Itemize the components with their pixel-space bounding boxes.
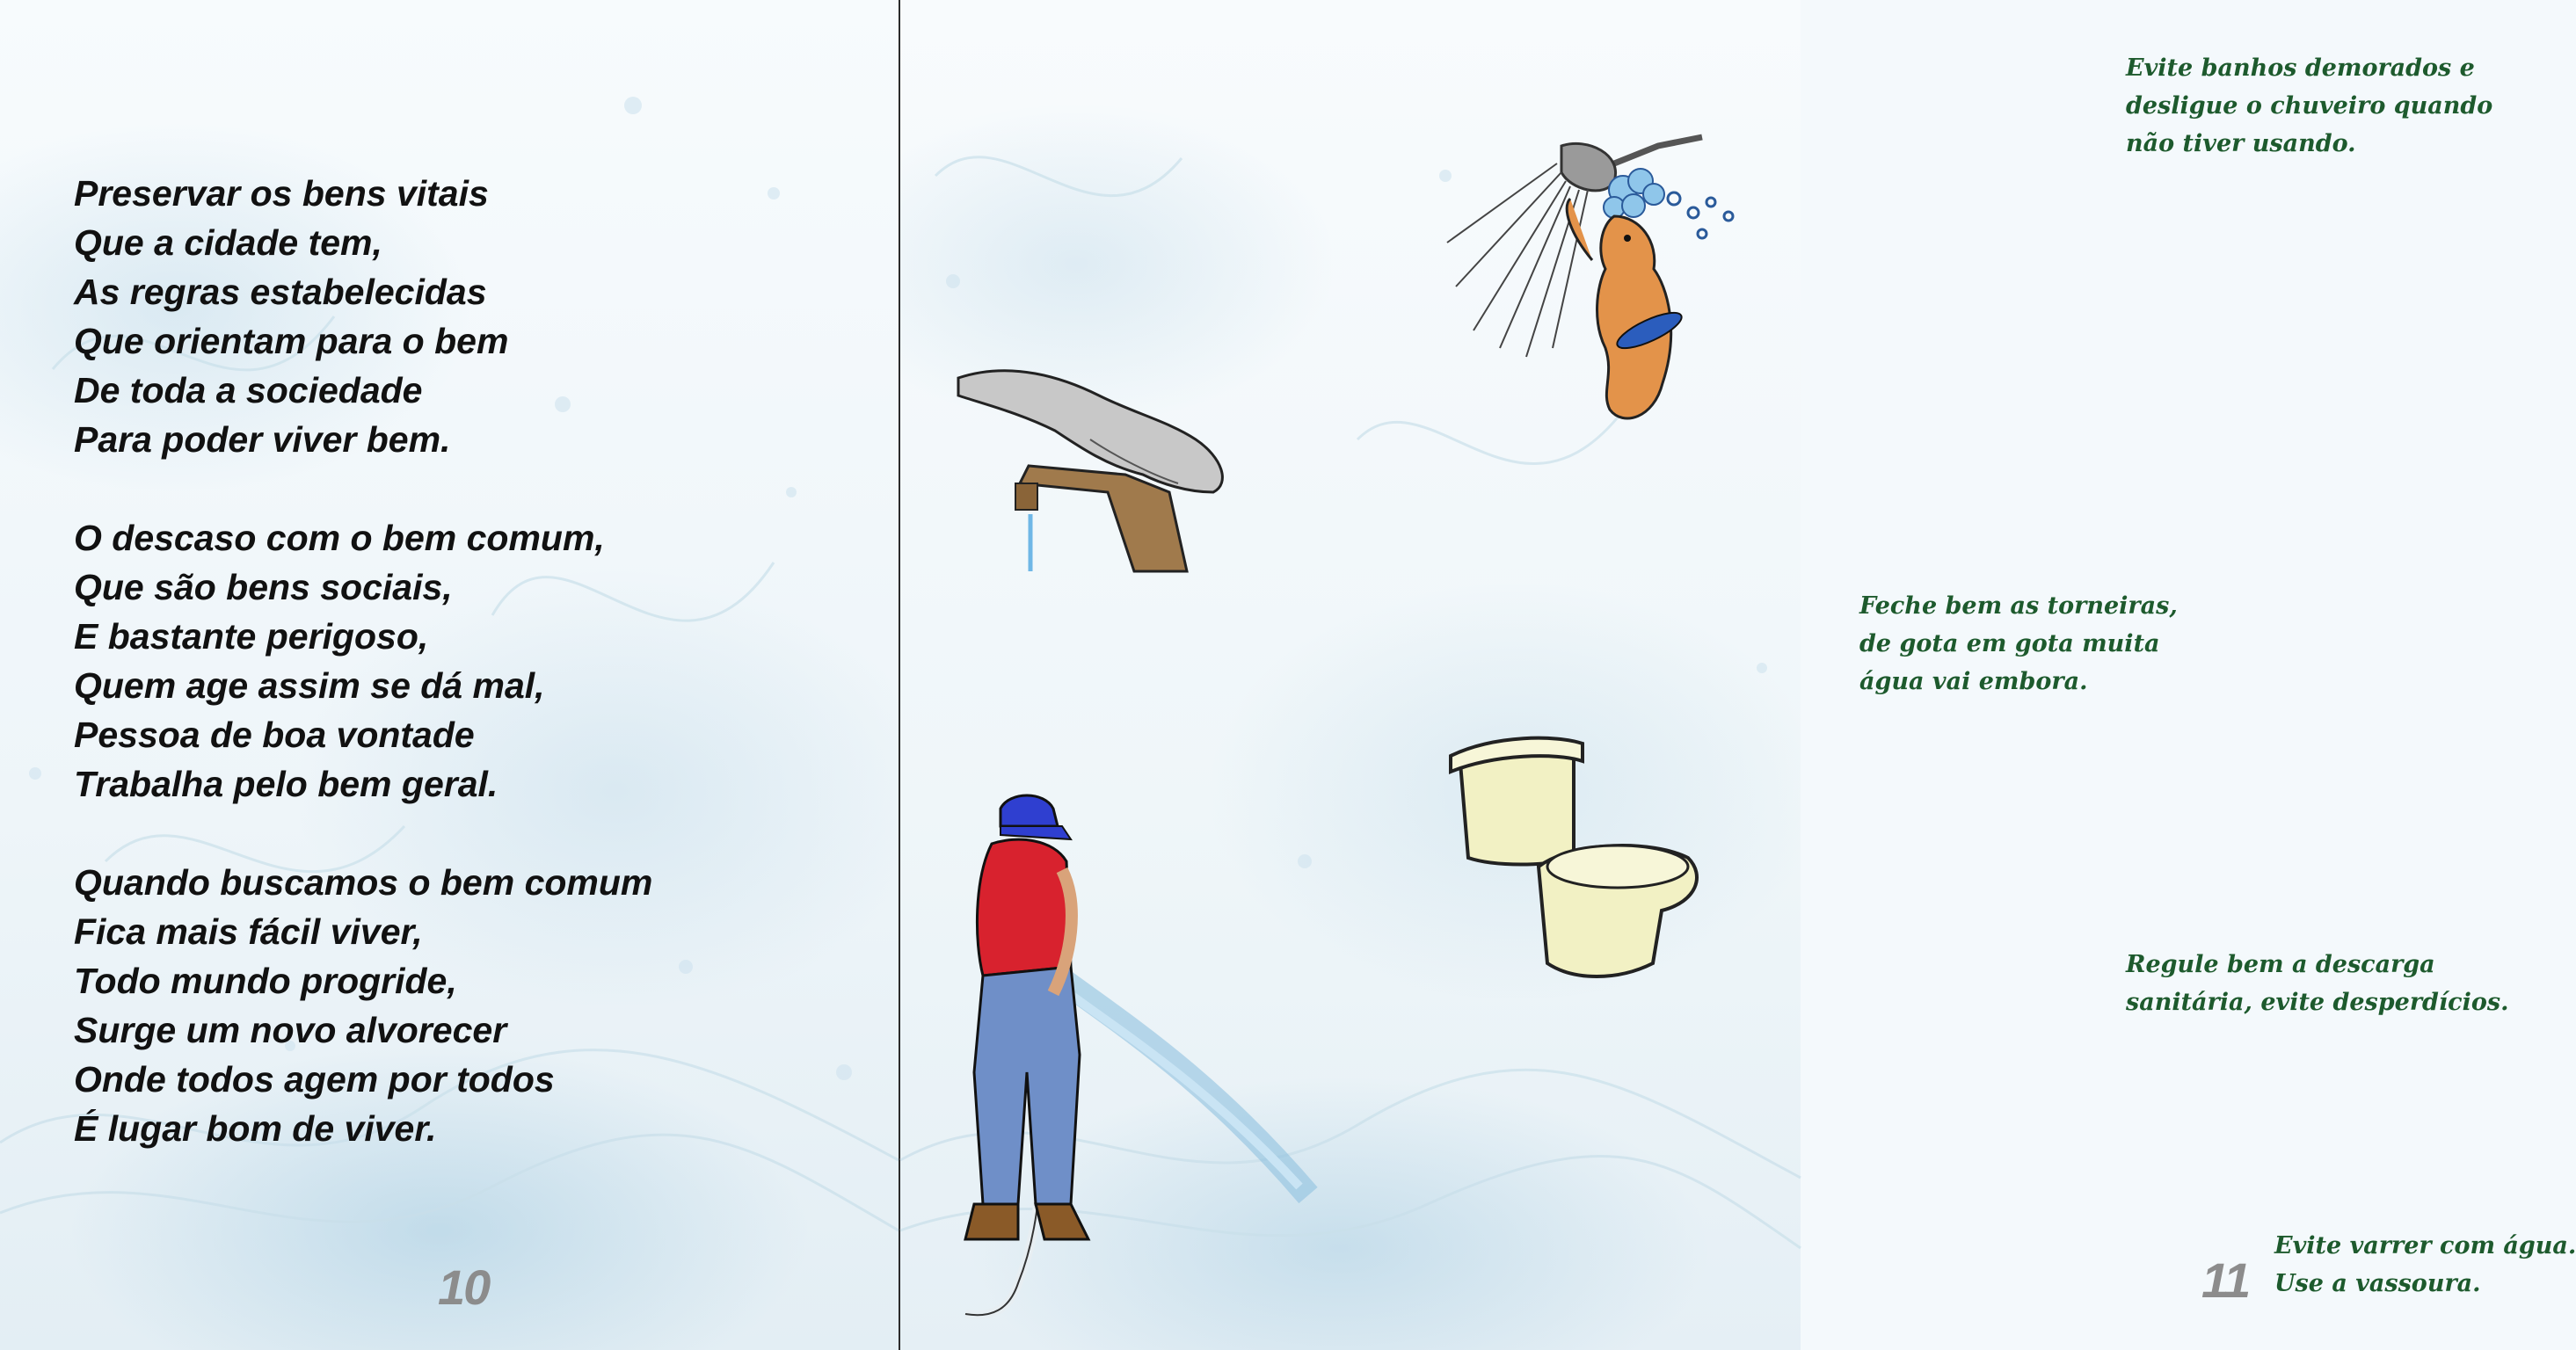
poem-line: Onde todos agem por todos xyxy=(74,1059,555,1100)
tip-line: água vai embora. xyxy=(1859,668,2088,695)
poem-line: O descaso com o bem comum, xyxy=(74,518,605,558)
stanza-1 xyxy=(74,169,865,464)
left-page xyxy=(0,0,899,1350)
poem-line: Que orientam para o bem xyxy=(74,321,509,361)
hose-man-icon xyxy=(939,791,1322,1327)
poem-line: Fica mais fácil viver, xyxy=(74,911,423,952)
right-page xyxy=(900,0,2576,1350)
tip-line: desligue o chuveiro quando xyxy=(2126,92,2493,120)
poem-line: É lugar bom de viver. xyxy=(74,1108,437,1149)
poem-line: Surge um novo alvorecer xyxy=(74,1010,507,1050)
tip-shower xyxy=(2126,49,2492,163)
poem-line: Preservar os bens vitais xyxy=(74,173,489,214)
tip-line: Evite varrer com água. xyxy=(2274,1232,2576,1259)
tap-icon xyxy=(958,360,1254,585)
tip-line: não tiver usando. xyxy=(2126,130,2356,157)
poem-line: Quem age assim se dá mal, xyxy=(74,665,545,706)
tip-line: Regule bem a descarga xyxy=(2126,951,2435,978)
toilet-icon xyxy=(1442,735,1707,990)
shower-icon xyxy=(1438,128,1772,432)
tip-line: Feche bem as torneiras, xyxy=(1859,592,2178,620)
poem xyxy=(74,169,865,1202)
poem-line: De toda a sociedade xyxy=(74,370,423,410)
poem-line: E bastante perigoso, xyxy=(74,616,429,657)
page-number-right: 11 xyxy=(2201,1252,2250,1308)
tip-line: de gota em gota muita xyxy=(1859,630,2160,657)
poem-line: Quando buscamos o bem comum xyxy=(74,862,653,903)
poem-line: Que a cidade tem, xyxy=(74,222,382,263)
tip-tap xyxy=(1859,587,2178,700)
tip-line: sanitária, evite desperdícios. xyxy=(2126,989,2509,1016)
page-number-left: 10 xyxy=(438,1259,490,1315)
stanza-2 xyxy=(74,513,865,809)
tip-sweep xyxy=(2274,1227,2576,1303)
poem-line: Pessoa de boa vontade xyxy=(74,715,475,755)
poem-line: Todo mundo progride, xyxy=(74,961,457,1001)
poem-line: Que são bens sociais, xyxy=(74,567,453,607)
poem-line: As regras estabelecidas xyxy=(74,272,487,312)
poem-line: Para poder viver bem. xyxy=(74,419,451,460)
tip-line: Evite banhos demorados e xyxy=(2126,54,2475,82)
tip-toilet xyxy=(2126,946,2508,1021)
poem-line: Trabalha pelo bem geral. xyxy=(74,764,498,804)
tip-line: Use a vassoura. xyxy=(2274,1270,2481,1297)
stanza-3 xyxy=(74,858,865,1153)
